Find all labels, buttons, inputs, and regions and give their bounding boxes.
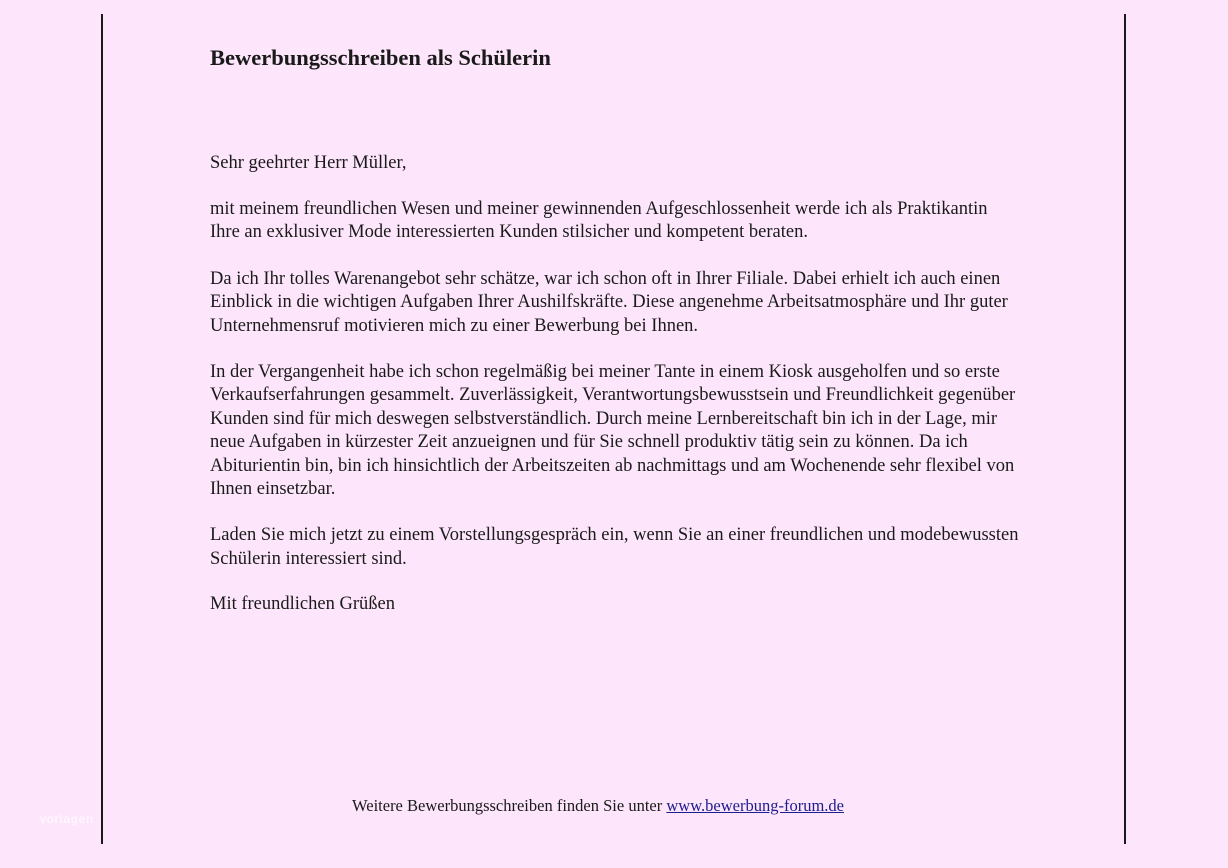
letter-salutation: Sehr geehrter Herr Müller, [210, 153, 407, 173]
letter-paragraph-3: In der Vergangenheit habe ich schon regelmäßig bei meiner Tante in einem Kiosk ausgeholfen und so erste Verkaufserfahrungen gesammelt. Zuverlässigkeit, Verantwortungsbewusstsein und Freundlichkeit gegenüber Kunden sind für mich deswegen selbstverständlich. Durch meine Lernbereitschaft bin ich in der Lage, mir neue Aufgaben in kürzester Zeit anzueignen und für Sie schnell produktiv tätig sein zu können. Da ich Abiturientin bin, bin ich hinsichtlich der Arbeitszeiten ab nachmittags und am Wochenende sehr flexibel von Ihnen einsetzbar. [210, 362, 1016, 500]
footer-link[interactable]: www.bewerbung-forum.de [666, 796, 844, 815]
letter-paragraph-1: mit meinem freundlichen Wesen und meiner gewinnenden Aufgeschlossenheit werde ich als Praktikantin Ihre an exklusiver Mode interessierten Kunden stilsicher und kompetent beraten. [210, 199, 988, 243]
letter-title: Bewerbungsschreiben als Schülerin [210, 45, 551, 70]
letter-paragraph-4: Laden Sie mich jetzt zu einem Vorstellungsgespräch ein, wenn Sie an einer freundlichen und modebewussten Schülerin interessiert sind. [210, 525, 1019, 569]
footer-note [352, 795, 844, 817]
watermark-text: vorlagen [40, 812, 95, 826]
letter-paragraph-2: Da ich Ihr tolles Warenangebot sehr schätze, war ich schon oft in Ihrer Filiale. Dabei erhielt ich auch einen Einblick in die wichtigen Aufgaben Ihrer Aushilfskräfte. Diese angenehme Arbeitsatmosphäre und Ihr guter Unternehmensruf motivieren mich zu einer Bewerbung bei Ihnen. [210, 268, 1008, 336]
letter-closing: Mit freundlichen Grüßen [210, 594, 395, 615]
footer-text: Weitere Bewerbungsschreiben finden Sie unter [352, 796, 663, 815]
letter-body [210, 44, 1020, 616]
left-border-line [101, 14, 103, 844]
right-border-line [1124, 14, 1126, 844]
